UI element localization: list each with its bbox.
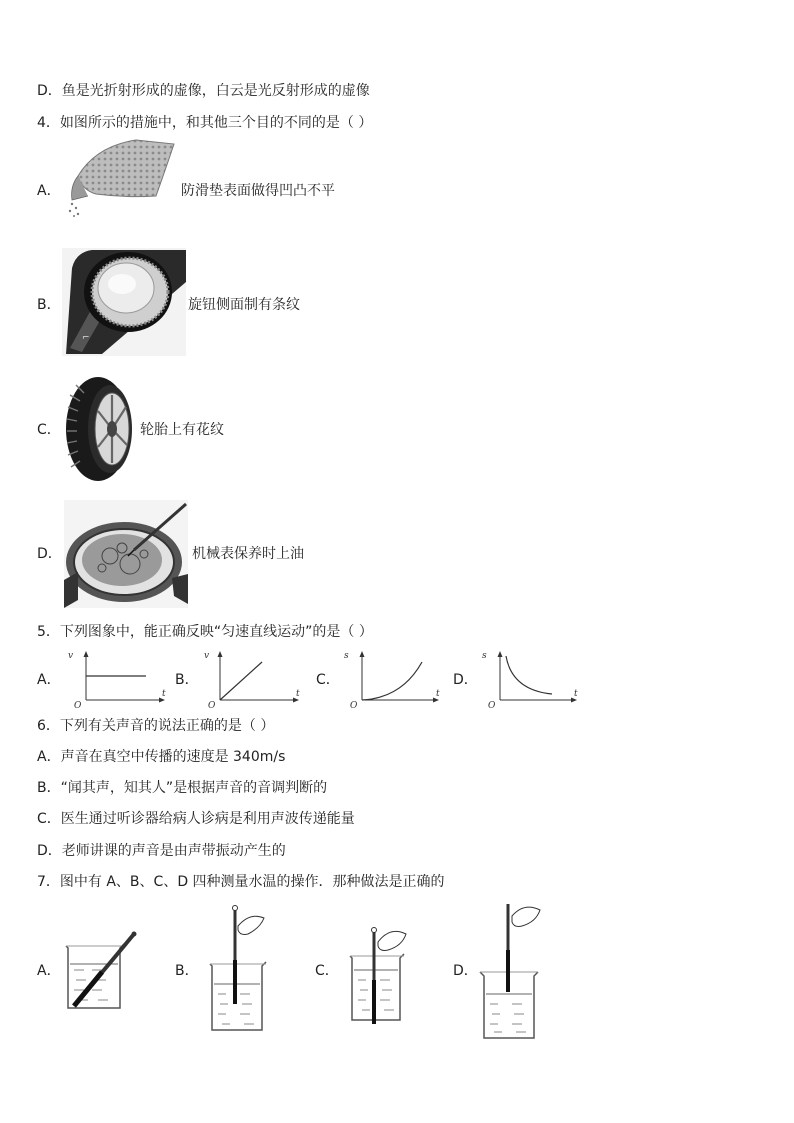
q4-option-a-label: A． <box>37 183 61 199</box>
q4-option-b-caption: 旋钮侧面制有条纹 <box>188 297 300 313</box>
q7-option-c-label: C． <box>315 963 339 979</box>
q4-option-c-label: C． <box>37 422 61 438</box>
graph-c-y-label: s <box>344 651 349 661</box>
q4-option-a-caption: 防滑垫表面做得凹凸不平 <box>181 183 335 199</box>
q4-stem: 4．如图所示的措施中，和其他三个目的不同的是（ ） <box>37 115 373 131</box>
graph-c-origin: O <box>350 701 358 711</box>
q6-option-a: A．声音在真空中传播的速度是 340m/s <box>37 749 286 765</box>
graph-a-y-label: v <box>68 651 74 661</box>
q5-option-c-label: C． <box>316 672 340 688</box>
q3-option-d: D．鱼是光折射形成的虚像，白云是光反射形成的虚像 <box>37 83 370 99</box>
q4-option-d-caption: 机械表保养时上油 <box>192 546 304 562</box>
graph-a-x-label: t <box>162 689 166 699</box>
graph-c-curve <box>362 662 422 700</box>
graph-b-origin: O <box>208 701 216 711</box>
beaker-a-image <box>62 930 142 1014</box>
beaker-b-image <box>208 900 272 1034</box>
q6-option-b: B．“闻其声，知其人”是根据声音的音调判断的 <box>37 780 328 796</box>
q5-option-b-label: B． <box>175 672 199 688</box>
q7-stem: 7．图中有 A、B、C、D 四种测量水温的操作．那种做法是正确的 <box>37 874 445 890</box>
graph-d-x-label: t <box>574 689 578 699</box>
graph-b-x-label: t <box>296 689 300 699</box>
graph-b-y-label: v <box>204 651 210 661</box>
beaker-d-image <box>478 900 548 1040</box>
graph-c-x-label: t <box>436 689 440 699</box>
q6-stem: 6．下列有关声音的说法正确的是（ ） <box>37 718 275 734</box>
anti-slip-mat-image <box>66 138 176 218</box>
graph-b <box>200 648 310 710</box>
q7-option-b-label: B． <box>175 963 199 979</box>
q6-option-d: D．老师讲课的声音是由声带振动产生的 <box>37 843 286 859</box>
graph-c <box>340 648 450 710</box>
q5-stem: 5．下列图象中，能正确反映“匀速直线运动”的是（ ） <box>37 624 373 640</box>
q7-option-a-label: A． <box>37 963 61 979</box>
graph-d-origin: O <box>488 701 496 711</box>
graph-b-line <box>220 662 262 700</box>
q6-option-c: C．医生通过听诊器给病人诊病是利用声波传递能量 <box>37 811 355 827</box>
svg-text:⌐: ⌐ <box>82 333 90 343</box>
q4-option-c-caption: 轮胎上有花纹 <box>140 422 224 438</box>
graph-a-origin: O <box>74 701 82 711</box>
q5-option-d-label: D． <box>453 672 478 688</box>
beaker-c-image <box>348 920 412 1026</box>
tire-image <box>64 375 136 483</box>
q7-option-d-label: D． <box>453 963 478 979</box>
graph-a <box>62 648 172 710</box>
graph-d-y-label: s <box>482 651 487 661</box>
q4-option-b-label: B． <box>37 297 61 313</box>
knob-image <box>62 248 186 356</box>
q5-option-a-label: A． <box>37 672 61 688</box>
watch-oiling-image <box>64 500 188 608</box>
graph-d-curve <box>506 656 552 694</box>
q4-option-d-label: D． <box>37 546 62 562</box>
graph-d <box>478 648 588 710</box>
